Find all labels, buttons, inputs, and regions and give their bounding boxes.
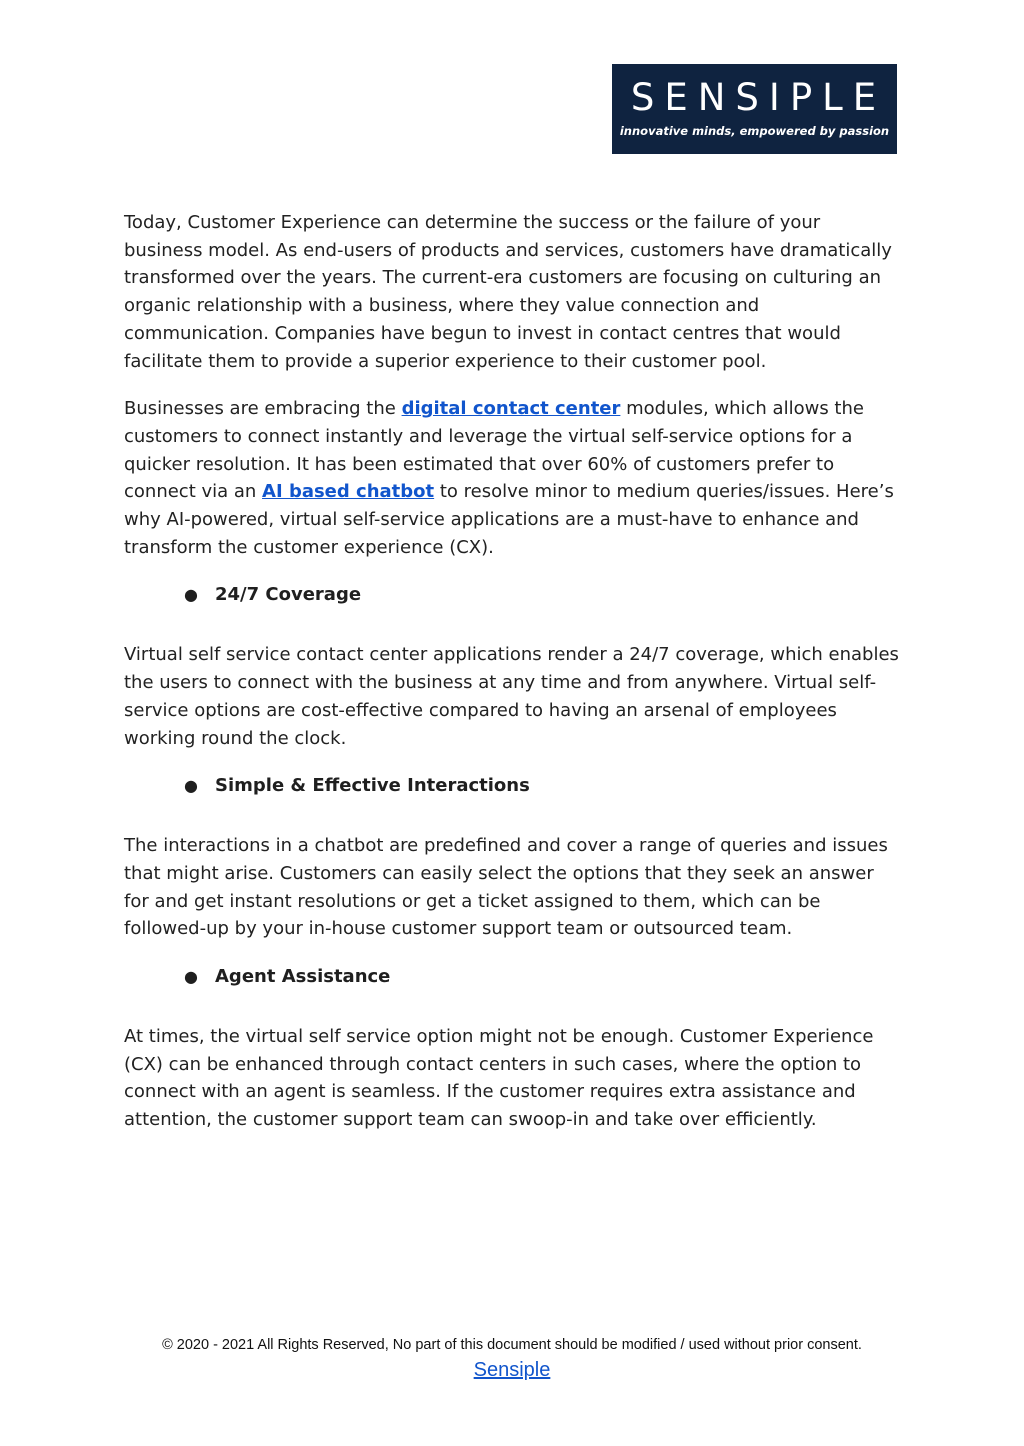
paragraph-text: to resolve minor to medium queries/issues. Here’s why AI-powered, virtual self-service applications are a must-have to enhance and transform the customer experience (CX). (124, 481, 894, 558)
digital-contact-center-link[interactable]: digital contact center (401, 398, 621, 420)
page-footer (0, 1335, 1024, 1383)
section-heading-text: 24/7 Coverage (215, 584, 362, 606)
sensiple-logo (612, 64, 897, 154)
bullet-icon: ● (184, 967, 198, 987)
interactions-paragraph: The interactions in a chatbot are predefined and cover a range of queries and issues that might arise. Customers can easily select the options that they seek an answer for and get instant resolutions or get a ticket assigned to them, which can be followed-up by your in-house customer support team or outsourced team. (124, 835, 888, 940)
section-heading-coverage (124, 581, 899, 608)
document-body (124, 209, 899, 1154)
ai-based-chatbot-link[interactable]: AI based chatbot (262, 481, 435, 503)
section-heading-text: Simple & Effective Interactions (215, 775, 530, 797)
bullet-icon: ● (184, 585, 198, 605)
logo-tagline: innovative minds, empowered by passion (619, 124, 890, 138)
sensiple-footer-link[interactable]: Sensiple (473, 1359, 551, 1381)
section-heading-interactions (124, 772, 899, 799)
copyright-notice: © 2020 - 2021 All Rights Reserved, No part of this document should be modified / used without prior consent. (162, 1337, 862, 1353)
paragraph-text: Businesses are embracing the (124, 398, 402, 420)
agent-assistance-paragraph: At times, the virtual self service option might not be enough. Customer Experience (CX) can be enhanced through contact centers in such cases, where the option to connect with an agent is seamless. If the customer requires extra assistance and attention, the customer support team can swoop-in and take over efficiently. (124, 1026, 874, 1131)
section-heading-agent-assistance (124, 963, 899, 990)
section-heading-text: Agent Assistance (215, 966, 391, 988)
bullet-icon: ● (184, 776, 198, 796)
intro-paragraph: Today, Customer Experience can determine the success or the failure of your business model. As end-users of products and services, customers have dramatically transformed over the years. The current-era customers are focusing on culturing an organic relationship with a business, where they value connection and communication. Companies have begun to invest in contact centres that would facilitate them to provide a superior experience to their customer pool. (124, 212, 892, 372)
coverage-paragraph: Virtual self service contact center applications render a 24/7 coverage, which enables the users to connect with the business at any time and from anywhere. Virtual self-service options are cost-effective compared to having an arsenal of employees working round the clock. (124, 644, 899, 749)
logo-wordmark: SENSIPLE (630, 76, 887, 119)
chatbot-paragraph (124, 395, 899, 561)
paragraph-text: modules, which allows the customers to connect instantly and leverage the virtual self-service options for a quicker resolution. It has been estimated that over 60% of customers prefer to connect via an (124, 398, 864, 503)
